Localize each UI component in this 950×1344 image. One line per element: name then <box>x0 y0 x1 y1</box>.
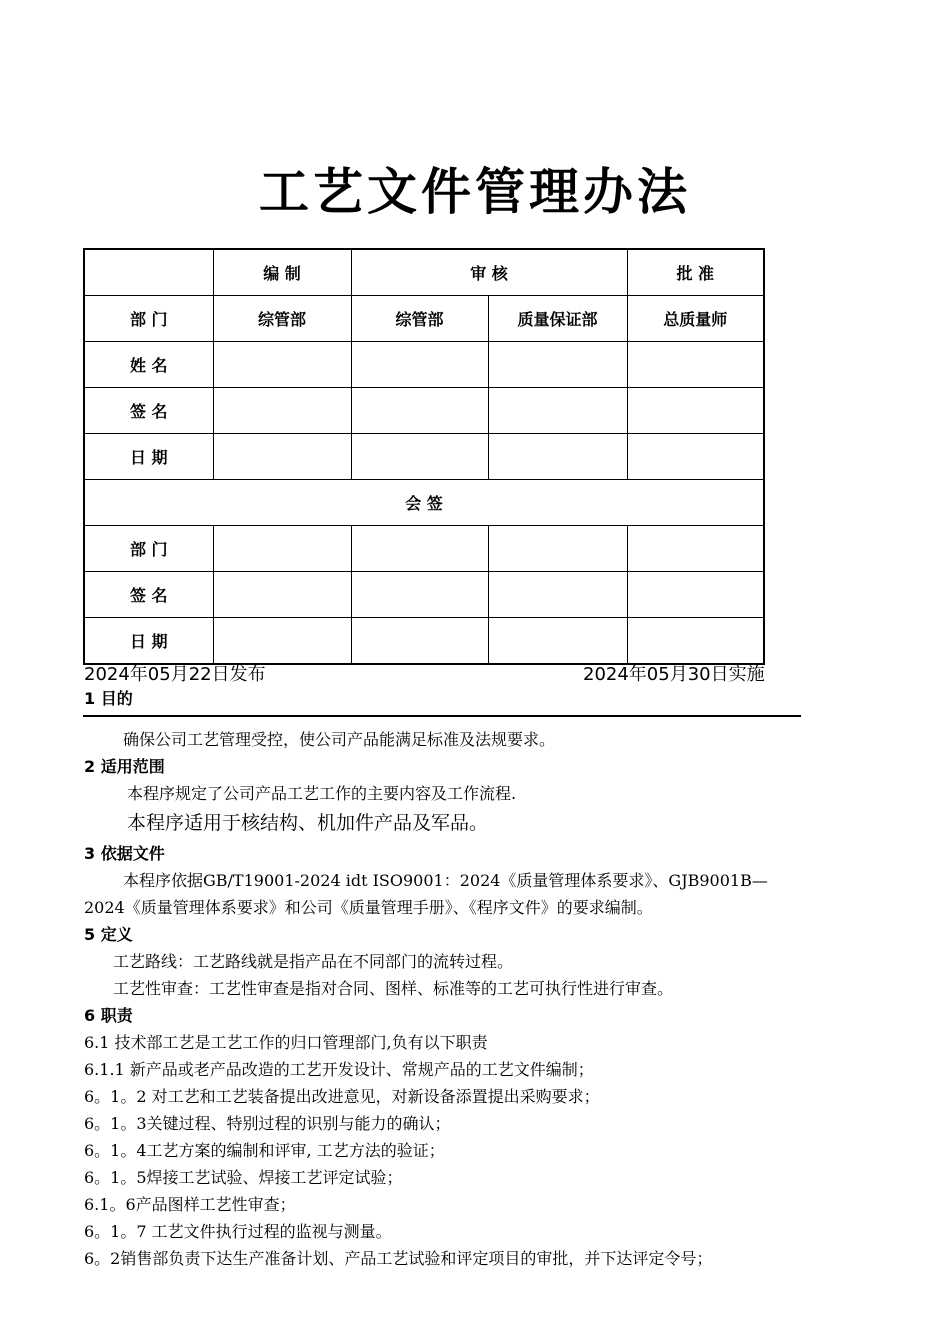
date-field[interactable] <box>351 434 488 480</box>
cs-date-field[interactable] <box>488 618 627 665</box>
section-2-paragraph-1: 本程序规定了公司产品工艺工作的主要内容及工作流程. <box>127 784 517 803</box>
section-6-item: 6.1.1 新产品或老产品改造的工艺开发设计、常规产品的工艺文件编制； <box>84 1060 594 1079</box>
section-5-paragraph-2: 工艺性审查：工艺性审查是指对合同、图样、标准等的工艺可执行性进行审查。 <box>113 979 674 998</box>
section-6-item: 6。1。4工艺方案的编制和评审, 工艺方法的验证； <box>84 1141 445 1160</box>
section-6-item: 6。1。2 对工艺和工艺装备提出改进意见，对新设备添置提出采购要求； <box>84 1087 600 1106</box>
section-2-title: 2 适用范围 <box>84 757 165 776</box>
cs-date-field[interactable] <box>627 618 764 665</box>
cs-dept-field[interactable] <box>351 526 488 572</box>
section-6-title: 6 职责 <box>84 1006 133 1025</box>
cs-sign-label: 签 名 <box>84 572 213 618</box>
signature-field[interactable] <box>213 388 351 434</box>
cs-dept-label: 部 门 <box>84 526 213 572</box>
name-field[interactable] <box>488 342 627 388</box>
section-3-paragraph-line-1: 本程序依据GB/T19001-2024 idt ISO9001：2024《质量管理体系要求》、GJB9001B— <box>123 871 768 890</box>
section-5-title: 5 定义 <box>84 925 133 944</box>
section-6-item: 6.1 技术部工艺是工艺工作的归口管理部门,负有以下职责 <box>84 1033 488 1052</box>
header-shenhe: 审 核 <box>351 249 627 296</box>
section-3-title: 3 依据文件 <box>84 844 165 863</box>
section-2-paragraph-2: 本程序适用于核结构、机加件产品及军品。 <box>127 812 489 834</box>
document-title: 工艺文件管理办法 <box>259 163 691 221</box>
approval-table <box>83 248 765 665</box>
section-1-paragraph: 确保公司工艺管理受控，使公司产品能满足标准及法规要求。 <box>123 730 556 749</box>
effective-date: 2024年05月30日实施 <box>583 664 765 685</box>
header-blank-cell <box>84 249 213 296</box>
section-6-item: 6。2销售部负责下达生产准备计划、产品工艺试验和评定项目的审批，并下达评定令号； <box>84 1249 713 1268</box>
date-field[interactable] <box>488 434 627 480</box>
signature-field[interactable] <box>351 388 488 434</box>
cs-signature-field[interactable] <box>213 572 351 618</box>
sign-label: 签 名 <box>84 388 213 434</box>
dept-cell: 综管部 <box>351 296 488 342</box>
cs-dept-field[interactable] <box>213 526 351 572</box>
cs-dept-field[interactable] <box>488 526 627 572</box>
section-6-item: 6。1。7 工艺文件执行过程的监视与测量。 <box>84 1222 392 1241</box>
section-6-item: 6。1。5焊接工艺试验、焊接工艺评定试验； <box>84 1168 403 1187</box>
header-bianzhi: 编 制 <box>213 249 351 296</box>
signature-field[interactable] <box>627 388 764 434</box>
name-field[interactable] <box>627 342 764 388</box>
cs-date-field[interactable] <box>213 618 351 665</box>
section-6-item: 6。1。3关键过程、特别过程的识别与能力的确认； <box>84 1114 451 1133</box>
cs-date-label: 日 期 <box>84 618 213 665</box>
signature-field[interactable] <box>488 388 627 434</box>
dept-label: 部 门 <box>84 296 213 342</box>
countersign-header: 会 签 <box>84 480 764 526</box>
section-5-paragraph-1: 工艺路线：工艺路线就是指产品在不同部门的流转过程。 <box>113 952 514 971</box>
section-3-paragraph-line-2: 2024《质量管理体系要求》和公司《质量管理手册》、《程序文件》的要求编制。 <box>84 898 653 917</box>
cs-dept-field[interactable] <box>627 526 764 572</box>
cs-signature-field[interactable] <box>351 572 488 618</box>
date-label: 日 期 <box>84 434 213 480</box>
section-6-item: 6.1。6产品图样工艺性审查； <box>84 1195 296 1214</box>
header-pizhun: 批 准 <box>627 249 764 296</box>
date-field[interactable] <box>213 434 351 480</box>
name-field[interactable] <box>351 342 488 388</box>
name-field[interactable] <box>213 342 351 388</box>
cs-date-field[interactable] <box>351 618 488 665</box>
dept-cell: 综管部 <box>213 296 351 342</box>
release-date: 2024年05月22日发布 <box>84 664 266 685</box>
cs-signature-field[interactable] <box>488 572 627 618</box>
divider <box>83 715 801 717</box>
date-field[interactable] <box>627 434 764 480</box>
dept-cell: 总质量师 <box>627 296 764 342</box>
name-label: 姓 名 <box>84 342 213 388</box>
dept-cell: 质量保证部 <box>488 296 627 342</box>
section-1-title: 1 目的 <box>84 689 133 708</box>
cs-signature-field[interactable] <box>627 572 764 618</box>
